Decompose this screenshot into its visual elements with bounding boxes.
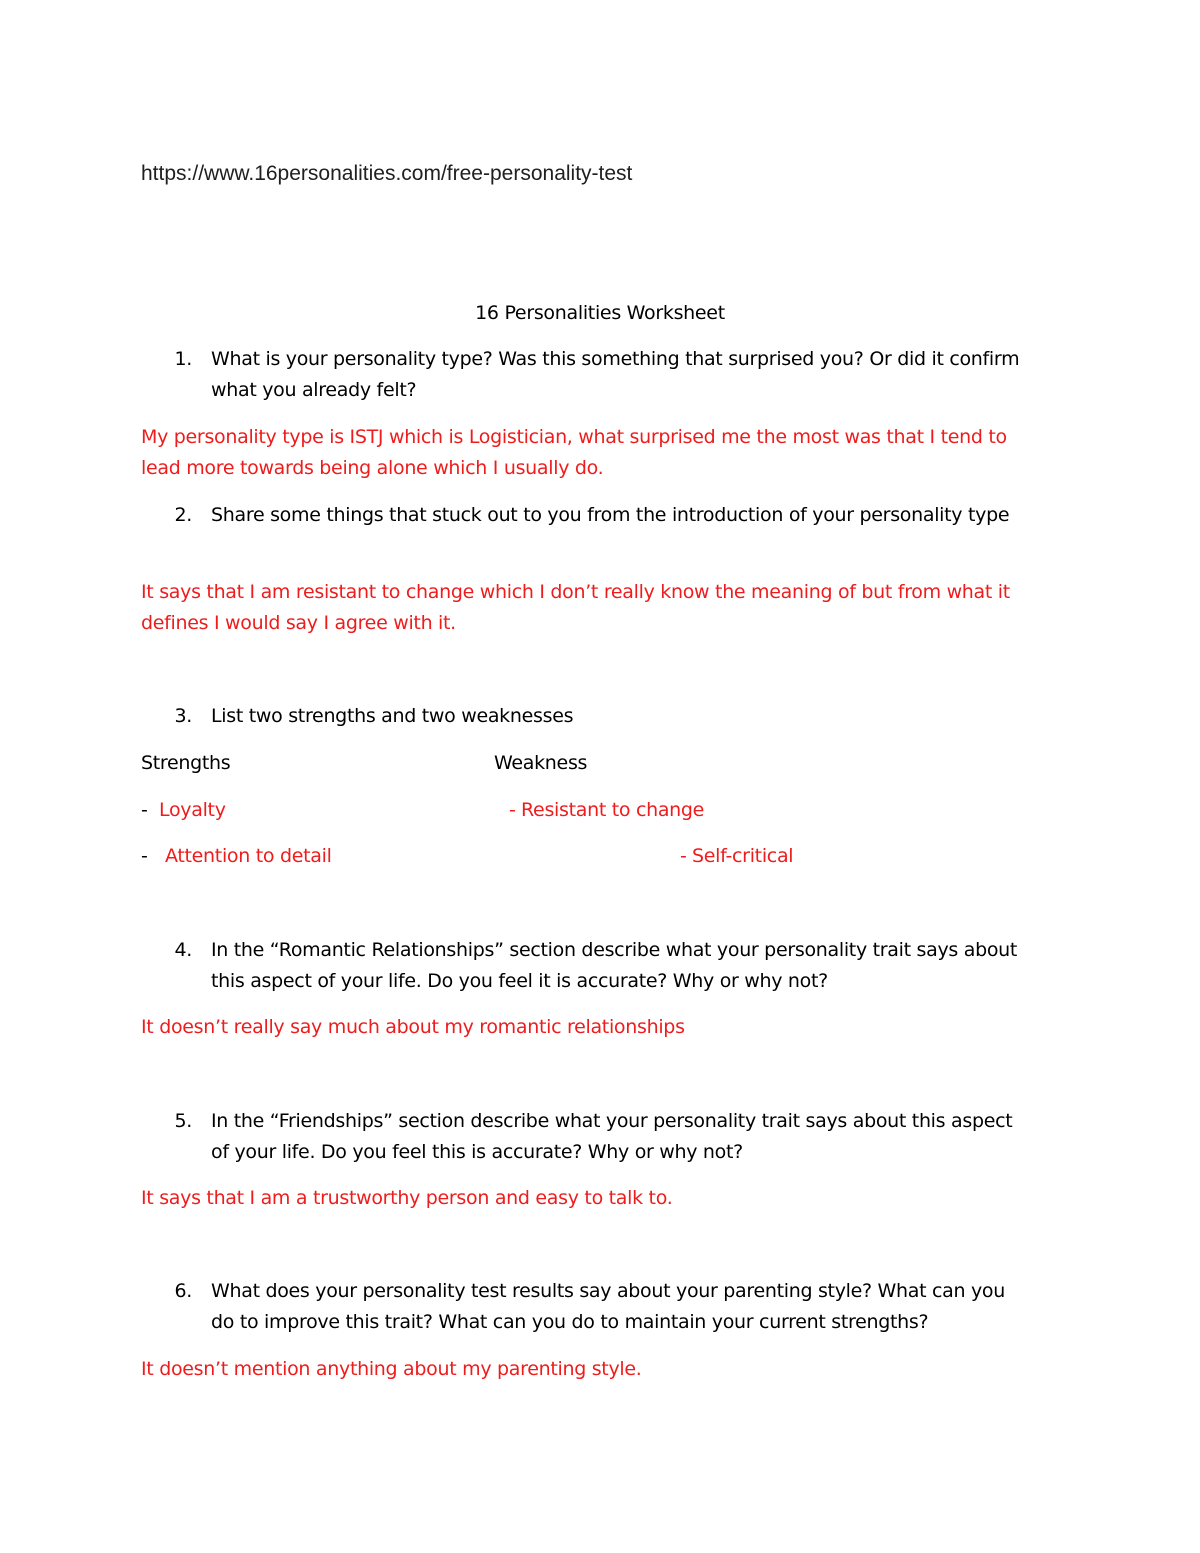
question-2-number: 2.: [174, 504, 192, 526]
answer-4-line-1: It doesn’t really say much about my romantic relationships: [141, 1016, 685, 1038]
question-5-line-1: In the “Friendships” section describe what your personality trait says about this aspect: [211, 1110, 1013, 1132]
question-3-number: 3.: [174, 705, 192, 727]
question-1-number: 1.: [174, 348, 192, 370]
question-5-line-2: of your life. Do you feel this is accurate? Why or why not?: [211, 1141, 743, 1163]
answer-2-line-1: It says that I am resistant to change which I don’t really know the meaning of but from what it: [141, 581, 1010, 603]
question-1-line-1: What is your personality type? Was this something that surprised you? Or did it confirm: [211, 348, 1020, 370]
question-2-line-1: Share some things that stuck out to you from the introduction of your personality type: [211, 504, 1010, 526]
weakness-2-dash: -: [680, 845, 687, 867]
strength-1-dash: -: [141, 799, 148, 821]
question-4-number: 4.: [174, 939, 192, 961]
strength-1: Loyalty: [159, 799, 226, 821]
weakness-1: Resistant to change: [521, 799, 705, 821]
weakness-2: Self-critical: [692, 845, 794, 867]
answer-6-line-1: It doesn’t mention anything about my parenting style.: [141, 1358, 642, 1380]
question-5-number: 5.: [174, 1110, 192, 1132]
question-6-line-1: What does your personality test results say about your parenting style? What can you: [211, 1280, 1005, 1302]
answer-1-line-2: lead more towards being alone which I usually do.: [141, 457, 604, 479]
test-url[interactable]: https://www.16personalities.com/free-personality-test: [141, 162, 633, 185]
question-1-line-2: what you already felt?: [211, 379, 417, 401]
page-title: 16 Personalities Worksheet: [475, 302, 725, 324]
weakness-header: Weakness: [494, 752, 588, 774]
question-6-number: 6.: [174, 1280, 192, 1302]
strength-2-dash: -: [141, 845, 148, 867]
strength-2: Attention to detail: [165, 845, 332, 867]
strengths-header: Strengths: [141, 752, 231, 774]
question-4-line-1: In the “Romantic Relationships” section describe what your personality trait says about: [211, 939, 1018, 961]
weakness-1-dash: -: [509, 799, 516, 821]
question-6-line-2: do to improve this trait? What can you do to maintain your current strengths?: [211, 1311, 929, 1333]
question-4-line-2: this aspect of your life. Do you feel it is accurate? Why or why not?: [211, 970, 828, 992]
answer-1-line-1: My personality type is ISTJ which is Logistician, what surprised me the most was that I tend to: [141, 426, 1007, 448]
question-3-line-1: List two strengths and two weaknesses: [211, 705, 574, 727]
answer-5-line-1: It says that I am a trustworthy person and easy to talk to.: [141, 1187, 673, 1209]
answer-2-line-2: defines I would say I agree with it.: [141, 612, 456, 634]
